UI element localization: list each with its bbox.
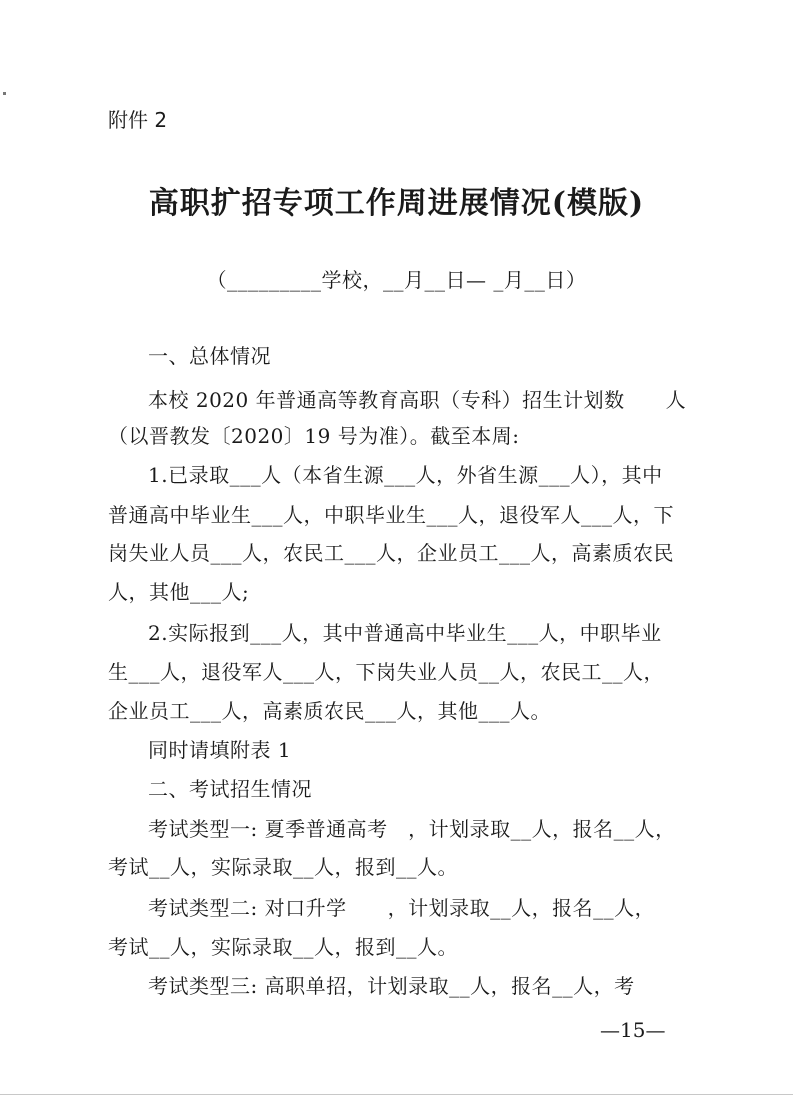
paragraph-line: 人，其他___人; xyxy=(108,580,250,604)
paragraph-line: 考试__人，实际录取__人，报到__人。 xyxy=(108,855,458,879)
paragraph-line: 本校 2020 年普通高等教育高职（专科）招生计划数 人 xyxy=(148,388,687,412)
bottom-divider xyxy=(0,1094,793,1095)
paragraph-line: 考试类型二: 对口升学 ，计划录取__人，报名__人， xyxy=(148,896,656,920)
paragraph-line: （以晋教发〔2020〕19 号为准）。截至本周: xyxy=(108,424,520,448)
paragraph-line: 考试类型三: 高职单招，计划录取__人，报名__人，考 xyxy=(148,974,635,998)
section-heading-overview: 一、总体情况 xyxy=(148,344,271,368)
paragraph-line: 同时请填附表 1 xyxy=(148,738,292,762)
paragraph-line: 普通高中毕业生___人，中职毕业生___人，退役军人___人，下 xyxy=(108,503,674,527)
paragraph-line: 岗失业人员___人，农民工___人，企业员工___人，高素质农民 xyxy=(108,541,674,565)
paragraph-line: 考试__人，实际录取__人，报到__人。 xyxy=(108,935,458,959)
section-heading-admissions: 二、考试招生情况 xyxy=(148,777,312,801)
document-subtitle: （_________学校，__月__日— _月__日） xyxy=(206,268,587,292)
paragraph-line: 生___人，退役军人___人，下岗失业人员__人，农民工__人， xyxy=(108,660,664,684)
paragraph-line: 考试类型一: 夏季普通高考 ，计划录取__人，报名__人， xyxy=(148,817,676,841)
page-number: —15— xyxy=(600,1018,666,1042)
attachment-label: 附件 2 xyxy=(108,108,168,132)
paragraph-line: 2.实际报到___人，其中普通高中毕业生___人，中职毕业 xyxy=(148,621,662,645)
paragraph-line: 企业员工___人，高素质农民___人，其他___人。 xyxy=(108,699,551,723)
paragraph-line: 1.已录取___人（本省生源___人，外省生源___人），其中 xyxy=(148,463,663,487)
document-title: 高职扩招专项工作周进展情况(模版) xyxy=(148,186,645,221)
scan-mark xyxy=(3,92,6,95)
